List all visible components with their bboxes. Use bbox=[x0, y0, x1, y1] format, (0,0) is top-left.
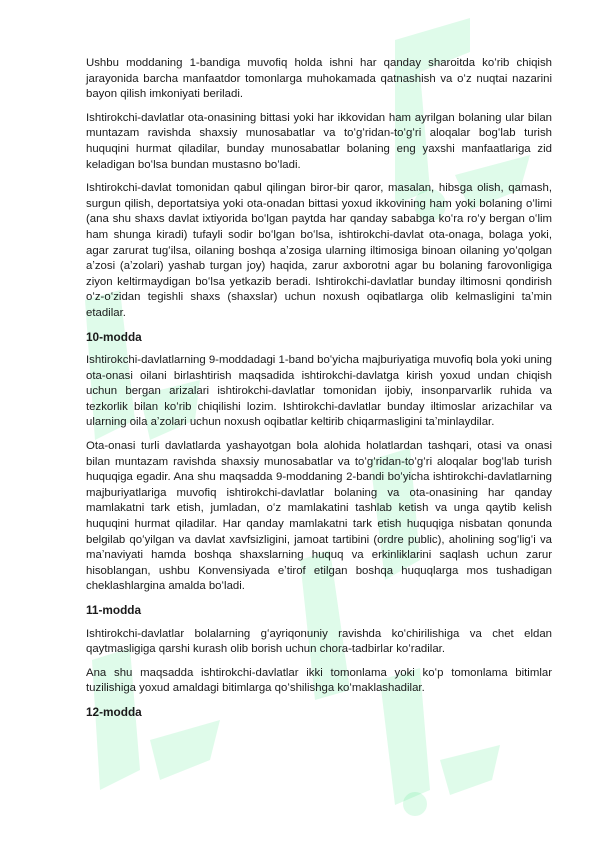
paragraph: Ishtirokchi-davlat tomonidan qabul qilingan biror-bir qaror, masalan, hibsga olish, qamash, surgun qilish, deportatsiya yoki ota-onadan bittasi yoxud ikkovining ham yoki bolaning oʻlimi (ana shu shaxs davlat ixtiyorida boʻlgan paytda har qanday sababga koʻra roʻy bergan oʻlim ham shunga kiradi) tufayli sodir boʻlgan boʻlsa, ishtirokchi-davlat ota-onaga, bolaga yoki, agar zarurat tugʻilsa, oilaning boshqa aʼzosiga ularning iltimosiga binoan oilaning yoʻqolgan aʼzosi (aʼzolari) yashab turgan joy) haqida, zarur axborotni agar bu bolaning farovonligiga ziyon keltirmaydigan boʻlsa yetkazib beradi. Ishtirokchi-davlatlar bunday iltimosni qondirish oʻz-oʻzidan tegishli shaxs (shaxslar) uchun noxush oqibatlarga olib kelmasligini taʼmin etadilar. bbox=[86, 182, 552, 319]
paragraph: Ota-onasi turli davlatlarda yashayotgan bola alohida holatlardan tashqari, otasi va onasi bilan muntazam ravishda shaxsiy munosabatlar va toʻgʻridan-toʻgʻri aloqalar bogʻlab turish huquqiga egadir. Ana shu maqsadda 9-moddaning 2-bandi boʻyicha ishtirokchi-davlatlarning majburiyatlariga muvofiq ishtirokchi-davlatlar bolaning va ota-onasining har qanday mamlakatni tark etish, jumladan, oʻz mamlakatini tashlab ketish va unga qaytib kelish huquqini hurmat qiladilar. Har qanday mamlakatni tark etish huquqiga nisbatan qonunda belgilab qoʻyilgan va davlat xavfsizligini, jamoat tartibini (ordre public), aholining sogʻligʻi va maʼnaviyati hamda boshqa shaxslarning huquq va erkinliklarini saqlash uchun zarur hisoblangan, ushbu Konvensiyada eʼtirof etilgan boshqa huquqlarga mos tushadigan cheklashlargina amalda boʻladi. bbox=[86, 440, 552, 593]
paragraph: Ishtirokchi-davlatlar ota-onasining bittasi yoki har ikkovidan ham ayrilgan bolaning ular bilan muntazam ravishda shaxsiy munosabatlar va toʻgʻridan-toʻgʻri aloqalar bogʻlab turish huquqini hurmat qiladilar, bunday munosabatlar bolaning eng yaxshi manfaatlariga zid keladigan boʻlsa bundan mustasno boʻladi. bbox=[86, 111, 552, 171]
paragraph: Ana shu maqsadda ishtirokchi-davlatlar ikki tomonlama yoki koʻp tomonlama bitimlar tuzilishiga yoxud amaldagi bitimlarga qoʻshilishga koʻmaklashadilar. bbox=[86, 666, 552, 695]
article-heading: 12-modda bbox=[86, 704, 142, 719]
document-page bbox=[86, 56, 552, 729]
paragraph: Ishtirokchi-davlatlarning 9-moddadagi 1-band boʻyicha majburiyatiga muvofiq bola yoki uning ota-onasi oilani birlashtirish maqsadida ishtirokchi-davlatga kirish yoxud undan chiqish uchun bergan arizalari ishtirokchi-davlatlar tomonidan ijobiy, insonparvarlik ruhida va tezkorlik bilan koʻrib chiqilishi lozim. Ishtirokchi-davlatlar bunday iltimoslar arizachilar va ularning oila aʼzolari uchun noxush oqibatlar keltirib chiqarmasligini taʼminlaydilar. bbox=[86, 354, 553, 429]
article-heading: 10-modda bbox=[86, 329, 142, 344]
article-heading: 11-modda bbox=[86, 603, 142, 617]
paragraph: Ishtirokchi-davlatlar bolalarning gʻayriqonuniy ravishda koʻchirilishiga va chet eldan qaytmasligiga qarshi kurash olib borish uchun chora-tadbirlar koʻradilar. bbox=[86, 627, 552, 656]
paragraph: Ushbu moddaning 1-bandiga muvofiq holda ishni har qanday sharoitda koʻrib chiqish jarayonida barcha manfaatdor tomonlarga muhokamada qatnashish va oʻz nuqtai nazarini bayon qilish imkoniyati beriladi. bbox=[86, 57, 552, 101]
